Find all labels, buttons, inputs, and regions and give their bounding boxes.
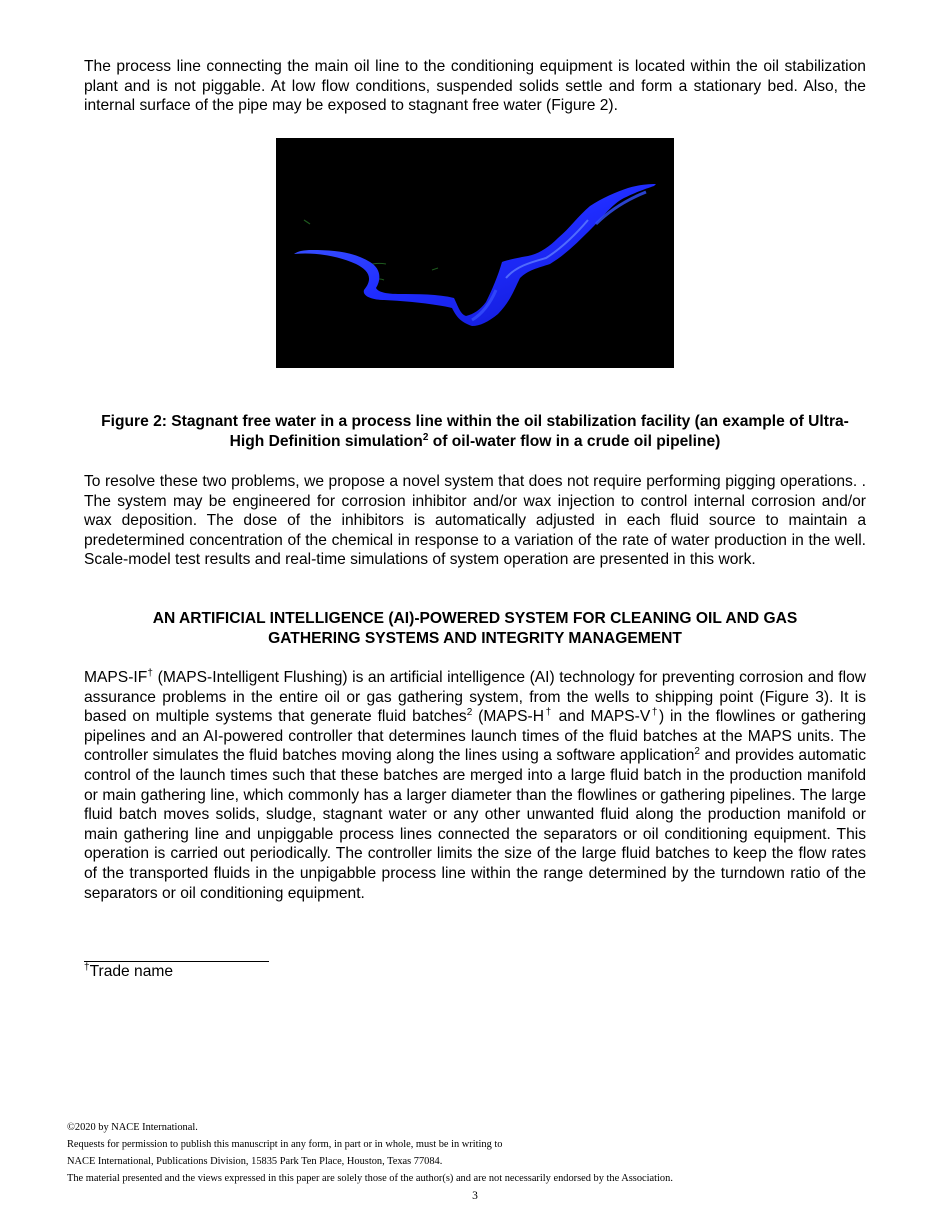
publisher-address: NACE International, Publications Division, 15835 Park Ten Place, Houston, Texas 77084. [67,1156,443,1167]
page-number: 3 [472,1190,478,1202]
trade-name-footnote: †Trade name [84,961,174,980]
copyright-notice: ©2020 by NACE International. [67,1122,198,1133]
section-heading [84,609,866,648]
disclaimer-notice: The material presented and the views expressed in this paper are solely those of the author(s) and are not necessarily endorsed by the Association. [67,1173,673,1184]
resolve-paragraph: To resolve these two problems, we propose a novel system that does not require performing pigging operations. . The system may be engineered for corrosion inhibitor and/or wax injection to control internal corrosion and/or wax deposition. The dose of the inhibitors is automatically adjusted in each fluid source to maintain a predetermined concentration of the chemical in response to a variation of the rate of water production in the well. Scale-model test results and real-time simulations of system operation are presented in this work. [84,473,866,569]
figure-2-image [276,138,674,368]
page-footer [67,1119,887,1187]
section-heading-line-2: GATHERING SYSTEMS AND INTEGRITY MANAGEMENT [268,629,682,647]
stagnant-water-simulation-graphic [276,138,674,368]
figure-2-caption: Figure 2: Stagnant free water in a process line within the oil stabilization facility (an example of Ultra-High Definition simulation$^2$ of oil-water flow in a crude oil pipeline) [101,413,849,450]
permission-notice: Requests for permission to publish this manuscript in any form, in part or in whole, must be in writing to [67,1139,503,1150]
maps-if-paragraph: MAPS-IF† (MAPS-Intelligent Flushing) is an artificial intelligence (AI) technology for preventing corrosion and flow assurance problems in the entire oil or gas gathering system, from the wells to shipping point (Figure 3). It is based on multiple systems that generate fluid batches$^2$ (MAPS-H† and MAPS-V†) in the flowlines or gathering pipelines and an AI-powered controller that determines launch times of the fluid batches at the MAPS units. The controller simulates the fluid batches moving along the lines using a software application$^2$ and provides automatic control of the launch times such that these batches are merged into a large fluid batch in the production manifold or main gathering line, which commonly has a larger diameter than the flowlines or gathering pipelines. The large fluid batch moves solids, sludge, stagnant water or any other unwanted fluid along the production manifold or main gathering line and unpiggable process lines connected the separators or oil conditioning equipment. This operation is carried out periodically. The controller limits the size of the large fluid batches to keep the flow rates of the transported fluids in the unpigabble process line within the range determined by the turndown ratio of the separators or oil conditioning equipment. [84,667,867,902]
section-heading-line-1: AN ARTIFICIAL INTELLIGENCE (AI)-POWERED SYSTEM FOR CLEANING OIL AND GAS [152,610,798,627]
intro-paragraph: The process line connecting the main oil line to the conditioning equipment is located within the oil stabilization plant and is not piggable. At low flow conditions, suspended solids settle and form a stationary bed. Also, the internal surface of the pipe may be exposed to stagnant free water (Figure 2). [84,58,866,115]
